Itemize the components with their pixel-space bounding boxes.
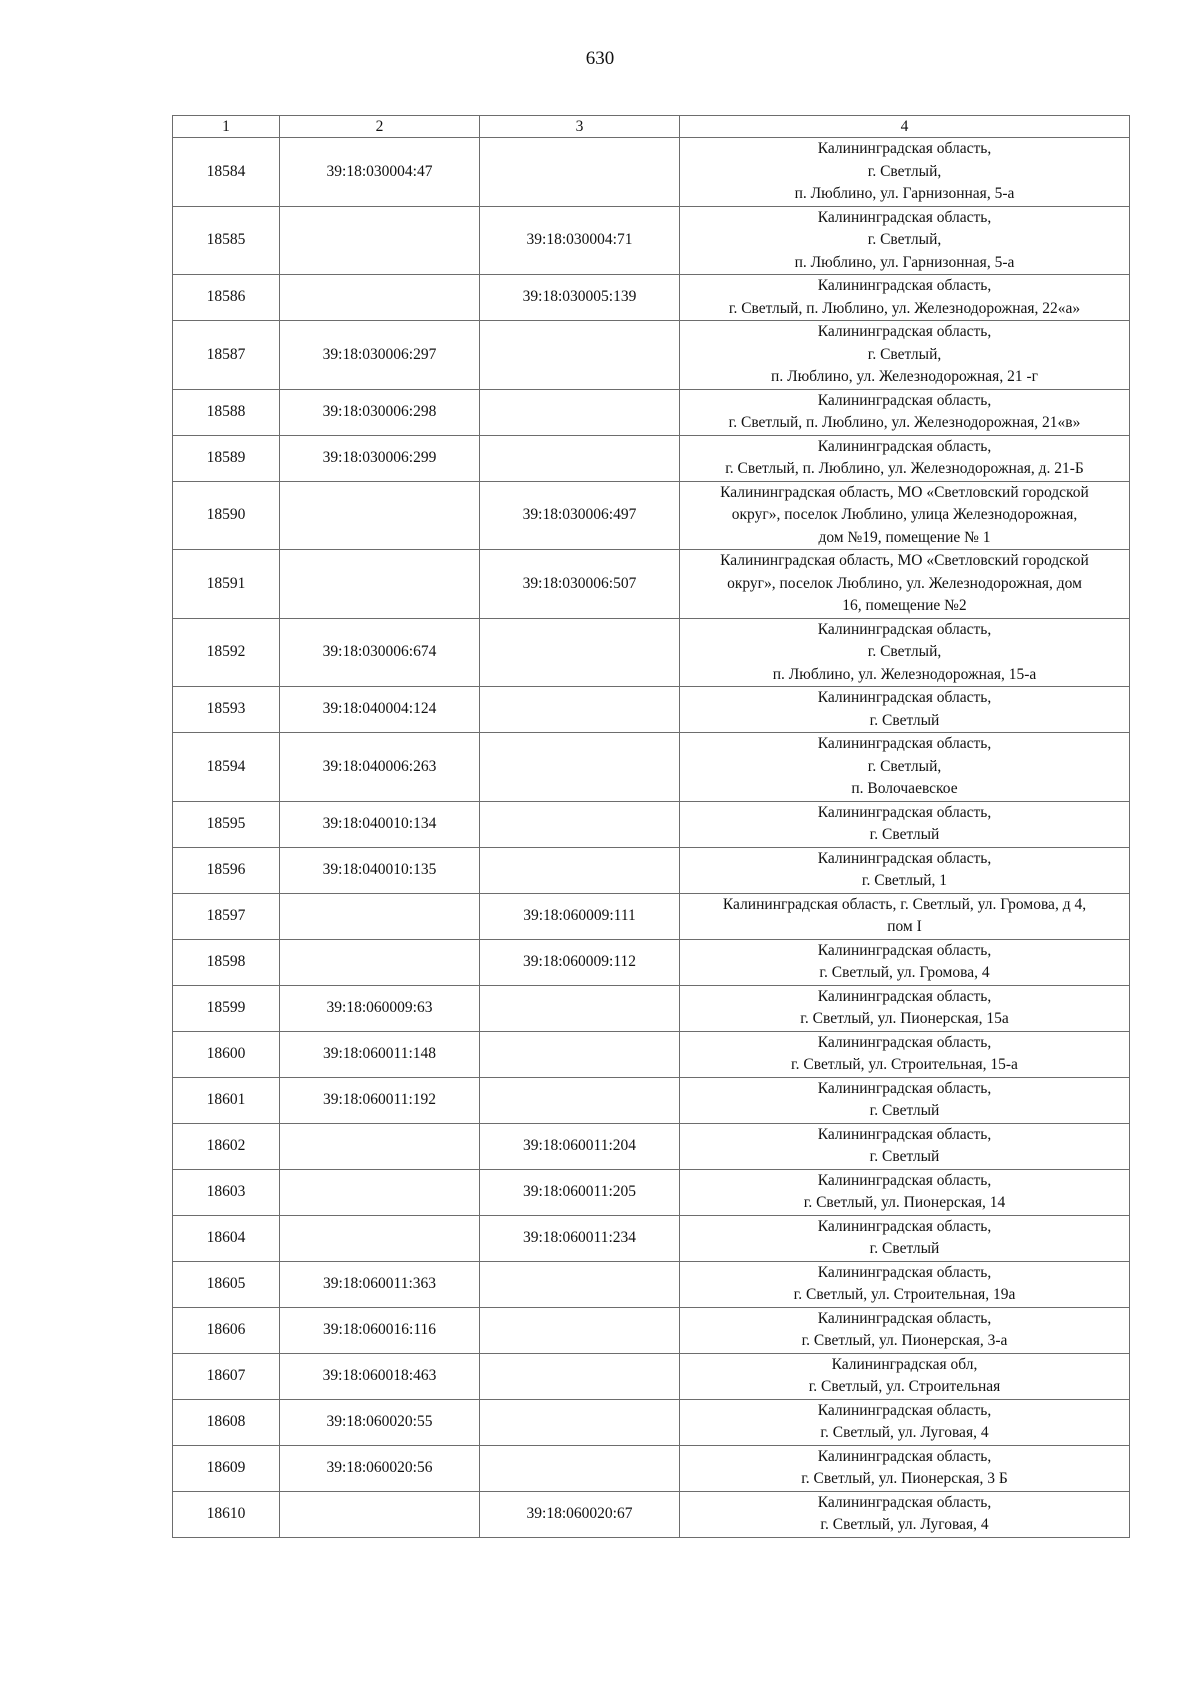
row-number-cell: 18588 [173,389,280,435]
cadastral-number-cell: 39:18:040010:134 [280,801,480,847]
registry-table-body [173,116,1130,1538]
cadastral-number-alt-cell: 39:18:060011:234 [480,1215,680,1261]
address-line: Калининградская обл, [831,1355,978,1373]
address-line: Калининградская область, [817,391,992,409]
address-line: Калининградская область, [817,941,992,959]
address-line: г. Светлый, ул. Пионерская, 3-а [801,1332,1008,1349]
address-cell [680,481,1130,550]
row-number-cell: 18606 [173,1307,280,1353]
table-row [173,618,1130,687]
address-line: г. Светлый, ул. Луговая, 4 [820,1424,989,1441]
cadastral-number-alt-cell [480,1353,680,1399]
address-line: Калининградская область, [817,849,992,867]
table-row [173,481,1130,550]
row-number-cell: 18607 [173,1353,280,1399]
address-line: Калининградская область, [817,277,992,294]
address-cell [680,321,1130,390]
row-number-cell: 18599 [173,985,280,1031]
cadastral-number-alt-cell [480,389,680,435]
address-cell [680,550,1130,619]
address-cell [680,801,1130,847]
address-line: Калининградская область, [817,1401,992,1419]
address-line: Калининградская область, [817,208,992,226]
address-cell [680,847,1130,893]
table-row [173,1123,1130,1169]
address-line: г. Светлый, 1 [861,872,948,889]
cadastral-number-alt-cell [480,321,680,390]
cadastral-number-cell [280,1169,480,1215]
address-line: г. Светлый, ул. Пионерская, 3 Б [801,1470,1008,1487]
cadastral-number-alt-cell [480,138,680,207]
table-row [173,1353,1130,1399]
cadastral-number-cell: 39:18:060020:56 [280,1445,480,1491]
table-row [173,733,1130,802]
cadastral-number-cell: 39:18:040004:124 [280,687,480,733]
address-line: Калининградская область, [817,1171,992,1189]
cadastral-number-cell: 39:18:060011:363 [280,1261,480,1307]
cadastral-number-cell: 39:18:060011:148 [280,1031,480,1077]
address-line: Калининградская область, МО «Светловский городской [720,483,1089,501]
cadastral-number-cell: 39:18:030006:299 [280,435,480,481]
cadastral-number-cell: 39:18:040006:263 [280,733,480,802]
address-cell [680,893,1130,939]
address-line: Калининградская область, [817,1125,992,1143]
cadastral-number-alt-cell: 39:18:060009:111 [480,893,680,939]
row-number-cell: 18609 [173,1445,280,1491]
address-cell [680,985,1130,1031]
table-row [173,435,1130,481]
address-cell [680,435,1130,481]
address-cell [680,138,1130,207]
address-cell [680,939,1130,985]
address-line: Калининградская область, [817,735,992,752]
address-line: Калининградская область, [817,1079,992,1097]
cadastral-number-alt-cell: 39:18:060011:205 [480,1169,680,1215]
cadastral-number-cell [280,1491,480,1537]
column-header: 2 [280,116,480,138]
row-number-cell: 18604 [173,1215,280,1261]
address-line: г. Светлый, п. Люблино, ул. Железнодорожная, 21«в» [728,414,1081,431]
cadastral-number-alt-cell [480,1307,680,1353]
address-cell [680,733,1130,802]
cadastral-number-alt-cell [480,618,680,687]
table-row [173,275,1130,321]
address-line: г. Светлый, ул. Строительная, 15-а [791,1056,1018,1073]
cadastral-number-alt-cell [480,985,680,1031]
cadastral-number-alt-cell [480,1031,680,1077]
cadastral-number-alt-cell: 39:18:030005:139 [480,275,680,321]
row-number-cell: 18587 [173,321,280,390]
row-number-cell: 18589 [173,435,280,481]
address-line: г. Светлый, ул. Строительная, 19а [793,1286,1016,1303]
address-cell [680,1169,1130,1215]
row-number-cell: 18608 [173,1399,280,1445]
table-row [173,1261,1130,1307]
cadastral-number-cell: 39:18:030006:674 [280,618,480,687]
cadastral-number-alt-cell: 39:18:030006:507 [480,550,680,619]
cadastral-number-cell: 39:18:060011:192 [280,1077,480,1123]
registry-table [172,115,1130,1538]
table-row [173,1399,1130,1445]
column-header: 4 [680,116,1130,138]
table-row [173,687,1130,733]
address-line: г. Светлый, ул. Громова, 4 [819,964,990,981]
row-number-cell: 18584 [173,138,280,207]
row-number-cell: 18600 [173,1031,280,1077]
address-cell [680,1077,1130,1123]
row-number-cell: 18603 [173,1169,280,1215]
address-cell [680,1261,1130,1307]
address-line: Калининградская область, [817,1263,992,1281]
cadastral-number-alt-cell: 39:18:030004:71 [480,206,680,275]
row-number-cell: 18590 [173,481,280,550]
address-cell [680,1123,1130,1169]
row-number-cell: 18585 [173,206,280,275]
table-row [173,321,1130,390]
row-number-cell: 18601 [173,1077,280,1123]
table-row [173,550,1130,619]
address-line: пом I [887,918,922,935]
cadastral-number-cell [280,1215,480,1261]
row-number-cell: 18605 [173,1261,280,1307]
cadastral-number-alt-cell [480,733,680,802]
address-line: Калининградская область, г. Светлый, ул. Громова, д 4, [722,895,1087,913]
page-number: 630 [585,48,615,69]
cadastral-number-alt-cell [480,847,680,893]
row-number-cell: 18610 [173,1491,280,1537]
address-line: г. Светлый [869,711,940,729]
address-line: Калининградская область, [817,140,992,157]
address-cell [680,389,1130,435]
address-line: Калининградская область, [817,323,992,340]
address-line: Калининградская область, [817,1447,992,1465]
address-cell [680,1399,1130,1445]
address-line: Калининградская область, МО «Светловский городской [720,552,1089,569]
cadastral-number-alt-cell: 39:18:030006:497 [480,481,680,550]
row-number-cell: 18598 [173,939,280,985]
table-row [173,939,1130,985]
column-header: 1 [173,116,280,138]
table-row [173,1445,1130,1491]
cadastral-number-cell [280,550,480,619]
table-row [173,1215,1130,1261]
address-line: г. Светлый [869,1148,940,1165]
address-line: г. Светлый [869,1102,940,1119]
address-cell [680,618,1130,687]
address-line: п. Волочаевское [851,780,958,797]
address-line: п. Люблино, ул. Железнодорожная, 15-а [772,665,1037,683]
address-line: г. Светлый, [867,231,942,248]
cadastral-number-alt-cell [480,435,680,481]
cadastral-number-alt-cell: 39:18:060009:112 [480,939,680,985]
row-number-cell: 18591 [173,550,280,619]
cadastral-number-alt-cell [480,1399,680,1445]
table-row [173,1169,1130,1215]
address-line: Калининградская область, [817,1217,992,1235]
row-number-cell: 18602 [173,1123,280,1169]
row-number-cell: 18596 [173,847,280,893]
cadastral-number-alt-cell: 39:18:060020:67 [480,1491,680,1537]
cadastral-number-cell [280,1123,480,1169]
cadastral-number-alt-cell [480,1445,680,1491]
address-cell [680,1215,1130,1261]
address-line: Калининградская область, [817,1493,992,1511]
cadastral-number-cell [280,893,480,939]
cadastral-number-cell: 39:18:030006:297 [280,321,480,390]
address-line: Калининградская область, [817,803,992,821]
address-line: Калининградская область, [817,620,992,638]
row-number-cell: 18586 [173,275,280,321]
table-header-row [173,116,1130,138]
address-line: Калининградская область, [817,1033,992,1051]
address-line: г. Светлый [869,826,940,843]
cadastral-number-alt-cell [480,687,680,733]
address-line: г. Светлый, ул. Пионерская, 14 [803,1194,1006,1211]
table-row [173,1077,1130,1123]
address-cell [680,275,1130,321]
address-line: г. Светлый, [867,162,942,180]
address-line: п. Люблино, ул. Гарнизонная, 5-а [794,253,1015,271]
address-line: дом №19, помещение № 1 [818,528,991,546]
cadastral-number-cell: 39:18:060018:463 [280,1353,480,1399]
address-line: г. Светлый, п. Люблино, ул. Железнодорожная, 22«а» [728,299,1081,317]
cadastral-number-cell [280,206,480,275]
table-row [173,206,1130,275]
cadastral-number-alt-cell [480,1261,680,1307]
address-cell [680,1445,1130,1491]
row-number-cell: 18594 [173,733,280,802]
cadastral-number-cell [280,939,480,985]
cadastral-number-cell [280,275,480,321]
table-row [173,893,1130,939]
row-number-cell: 18595 [173,801,280,847]
column-header: 3 [480,116,680,138]
table-row [173,801,1130,847]
address-line: г. Светлый, [867,757,942,775]
table-row [173,1031,1130,1077]
address-line: г. Светлый, ул. Пионерская, 15а [800,1010,1009,1027]
address-line: г. Светлый [869,1240,940,1257]
address-line: округ», поселок Люблино, улица Железнодорожная, [731,506,1078,523]
address-cell [680,1031,1130,1077]
address-line: Калининградская область, [817,1309,992,1327]
table-row [173,847,1130,893]
address-line: округ», поселок Люблино, ул. Железнодорожная, дом [727,574,1082,592]
address-line: г. Светлый, п. Люблино, ул. Железнодорожная, д. 21-Б [725,460,1084,477]
cadastral-number-alt-cell [480,801,680,847]
cadastral-number-alt-cell: 39:18:060011:204 [480,1123,680,1169]
table-row [173,138,1130,207]
cadastral-number-cell: 39:18:060009:63 [280,985,480,1031]
address-cell [680,1353,1130,1399]
address-line: п. Люблино, ул. Гарнизонная, 5-а [794,185,1015,202]
cadastral-number-cell: 39:18:030004:47 [280,138,480,207]
address-cell [680,206,1130,275]
address-line: г. Светлый, ул. Луговая, 4 [820,1516,989,1533]
table-row [173,1491,1130,1537]
cadastral-number-cell: 39:18:060020:55 [280,1399,480,1445]
row-number-cell: 18592 [173,618,280,687]
cadastral-number-cell [280,481,480,550]
address-line: Калининградская область, [817,987,992,1005]
address-cell [680,687,1130,733]
row-number-cell: 18593 [173,687,280,733]
address-line: г. Светлый, ул. Строительная [808,1378,1001,1395]
row-number-cell: 18597 [173,893,280,939]
address-line: 16, помещение №2 [842,597,967,614]
address-line: г. Светлый, [867,345,942,363]
address-line: г. Светлый, [867,643,942,660]
address-line: Калининградская область, [817,689,992,706]
cadastral-number-alt-cell [480,1077,680,1123]
address-cell [680,1491,1130,1537]
address-line: Калининградская область, [817,437,992,455]
table-row [173,389,1130,435]
table-row [173,985,1130,1031]
cadastral-number-cell: 39:18:060016:116 [280,1307,480,1353]
cadastral-number-cell: 39:18:030006:298 [280,389,480,435]
table-row [173,1307,1130,1353]
address-line: п. Люблино, ул. Железнодорожная, 21 -г [771,368,1038,385]
address-cell [680,1307,1130,1353]
cadastral-number-cell: 39:18:040010:135 [280,847,480,893]
